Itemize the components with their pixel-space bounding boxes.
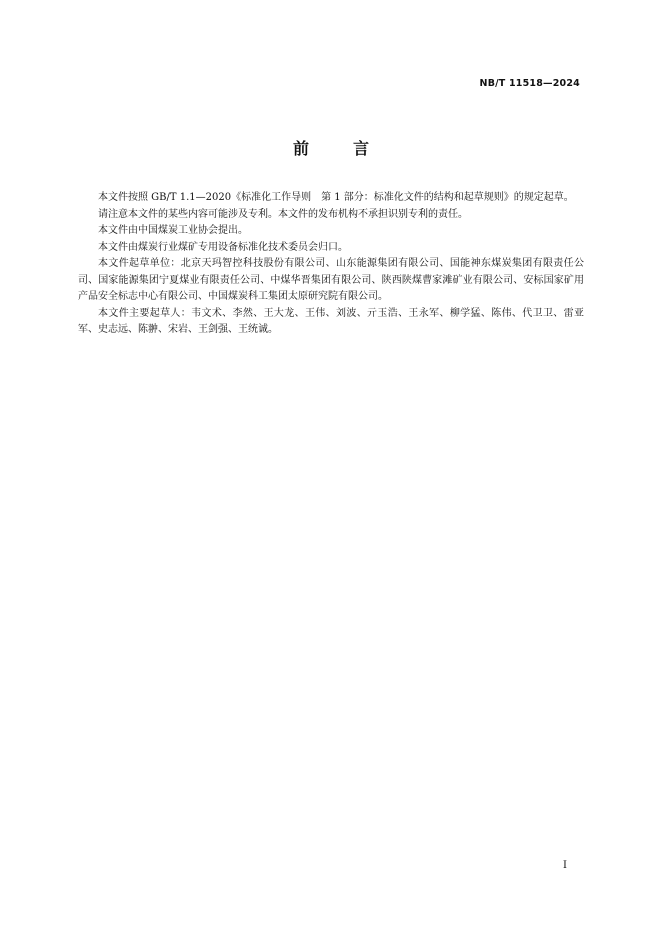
paragraph-proposer: 本文件由中国煤炭工业协会提出。: [98, 225, 248, 236]
page-title: [0, 136, 662, 159]
foreword-body: [78, 190, 584, 339]
title-char-2: 言: [353, 139, 370, 158]
standard-code: NB/T 11518—2024: [479, 78, 580, 89]
paragraph-drafting-units: 本文件起草单位：北京天玛智控科技股份有限公司、山东能源集团有限公司、国能神东煤炭集团有限责任公司、国家能源集团宁夏煤业有限责任公司、中煤华晋集团有限公司、陕西陕煤曹家滩矿业有限公司、安标国家矿用产品安全标志中心有限公司、中国煤炭科工集团太原研究院有限公司。: [78, 258, 584, 302]
title-char-1: 前: [292, 139, 309, 158]
paragraph-drafters: 本文件主要起草人：韦文术、李然、王大龙、王伟、刘波、亓玉浩、王永军、柳学猛、陈伟、代卫卫、雷亚军、史志远、陈翀、宋岩、王剑强、王统诚。: [78, 307, 584, 335]
page-number: I: [563, 860, 567, 871]
paragraph-patent-notice: 请注意本文件的某些内容可能涉及专利。本文件的发布机构不承担识别专利的责任。: [98, 208, 468, 220]
paragraph-drafting-rules: 本文件按照 GB/T 1.1—2020《标准化工作导则 第 1 部分：标准化文件的结构和起草规则》的规定起草。: [98, 192, 574, 203]
paragraph-committee: 本文件由煤炭行业煤矿专用设备标准化技术委员会归口。: [98, 241, 348, 253]
